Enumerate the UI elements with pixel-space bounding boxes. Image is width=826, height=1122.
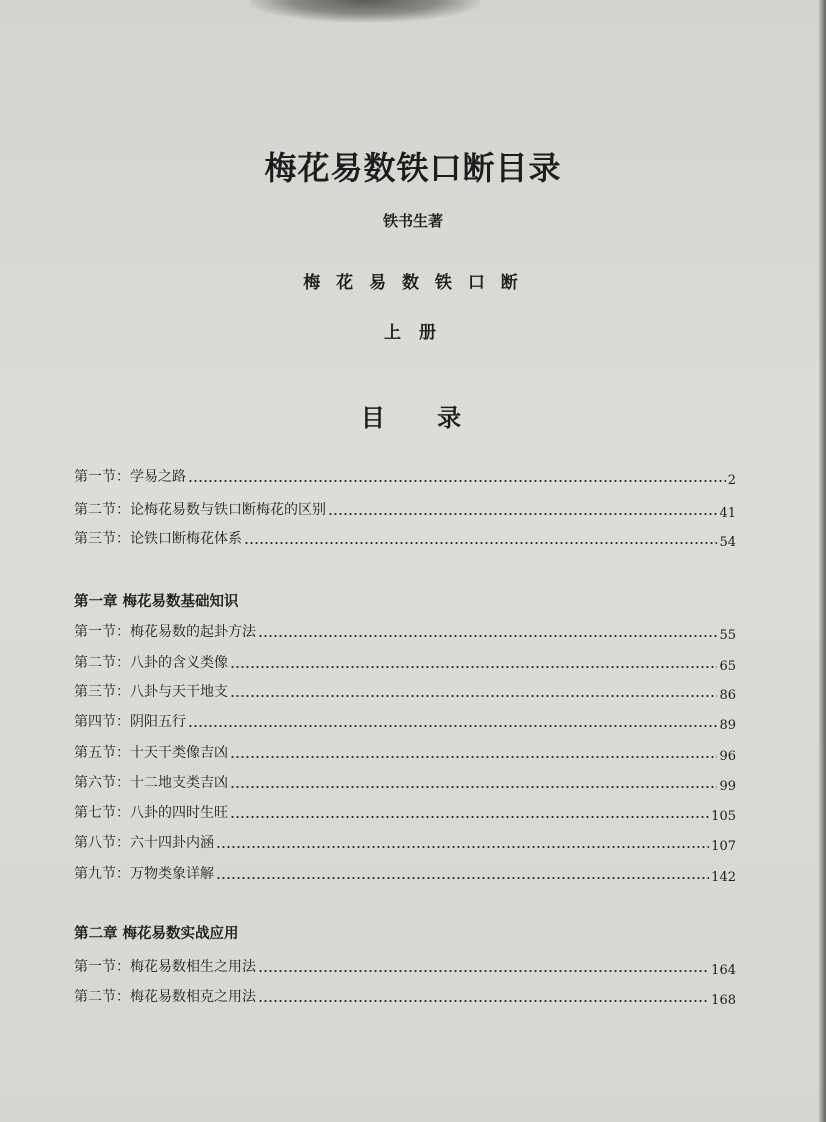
page-title: 梅花易数铁口断目录 xyxy=(264,149,562,187)
dot-leader xyxy=(230,745,717,759)
toc-entry-label: 第三节：论铁口断梅花体系 xyxy=(74,531,242,547)
scan-shadow xyxy=(250,0,480,22)
toc-entry-page: 99 xyxy=(719,779,736,794)
toc-entry-label: 第三节：八卦与天干地支 xyxy=(74,684,228,700)
toc-entry-label: 第四节：阴阳五行 xyxy=(74,714,186,730)
dot-leader xyxy=(188,469,726,483)
toc-entry-page: 65 xyxy=(719,659,736,674)
toc-entry-label: 第七节：八卦的四时生旺 xyxy=(74,805,228,821)
volume-label: 上 册 xyxy=(384,323,442,343)
dot-leader xyxy=(188,714,717,728)
toc-entry xyxy=(74,740,736,762)
toc-entry xyxy=(74,464,736,486)
toc-entry xyxy=(74,954,736,976)
dot-leader xyxy=(230,655,717,669)
dot-leader xyxy=(230,684,717,698)
toc-entry-page: 89 xyxy=(719,718,736,733)
toc-entry-page: 96 xyxy=(719,749,736,764)
toc-entry xyxy=(74,861,736,883)
dot-leader xyxy=(230,775,717,789)
toc-entry-page: 168 xyxy=(711,993,736,1008)
toc-entry-page: 54 xyxy=(719,535,736,550)
book-title: 梅 花 易 数 铁 口 断 xyxy=(303,273,523,293)
dot-leader xyxy=(244,531,717,545)
toc-entry-label: 第二节：论梅花易数与铁口断梅花的区别 xyxy=(74,502,326,518)
toc-entry-label: 第六节：十二地支类吉凶 xyxy=(74,775,228,791)
toc-entry-label: 第一节：梅花易数的起卦方法 xyxy=(74,624,256,640)
toc-entry xyxy=(74,830,736,852)
chapter-heading: 第二章 梅花易数实战应用 xyxy=(74,925,239,942)
author-line: 铁书生著 xyxy=(382,212,443,230)
toc-entry-page: 41 xyxy=(719,506,736,521)
toc-entry-page: 2 xyxy=(727,473,736,488)
toc-entry-label: 第八节：六十四卦内涵 xyxy=(74,835,214,851)
toc-entry-label: 第五节：十天干类像吉凶 xyxy=(74,745,228,761)
dot-leader xyxy=(328,502,717,516)
toc-entry-label: 第二节：梅花易数相克之用法 xyxy=(74,989,256,1005)
dot-leader xyxy=(230,805,709,819)
chapter-heading: 第一章 梅花易数基础知识 xyxy=(74,593,239,610)
dot-leader xyxy=(258,624,717,638)
dot-leader xyxy=(216,866,709,880)
toc-entry xyxy=(74,709,736,731)
toc-entry xyxy=(74,619,736,641)
toc-entry xyxy=(74,650,736,672)
toc-entry-label: 第一节：梅花易数相生之用法 xyxy=(74,959,256,975)
toc-entry-label: 第九节：万物类象详解 xyxy=(74,866,214,882)
dot-leader xyxy=(258,959,709,973)
toc-entry-page: 164 xyxy=(711,963,736,978)
toc-entry-page: 105 xyxy=(711,809,736,824)
dot-leader xyxy=(216,835,709,849)
toc-entry xyxy=(74,497,736,519)
toc-entry xyxy=(74,800,736,822)
toc-heading: 目 录 xyxy=(360,403,484,432)
toc-entry-page: 142 xyxy=(711,870,736,885)
toc-entry-page: 86 xyxy=(719,688,736,703)
toc-entry-page: 107 xyxy=(711,839,736,854)
toc-entry-page: 55 xyxy=(719,628,736,643)
toc-entry xyxy=(74,526,736,548)
toc-entry xyxy=(74,984,736,1006)
toc-entry-label: 第二节：八卦的含义类像 xyxy=(74,655,228,671)
toc-entry xyxy=(74,770,736,792)
toc-entry-label: 第一节：学易之路 xyxy=(74,469,186,485)
dot-leader xyxy=(258,989,709,1003)
toc-entry xyxy=(74,679,736,701)
